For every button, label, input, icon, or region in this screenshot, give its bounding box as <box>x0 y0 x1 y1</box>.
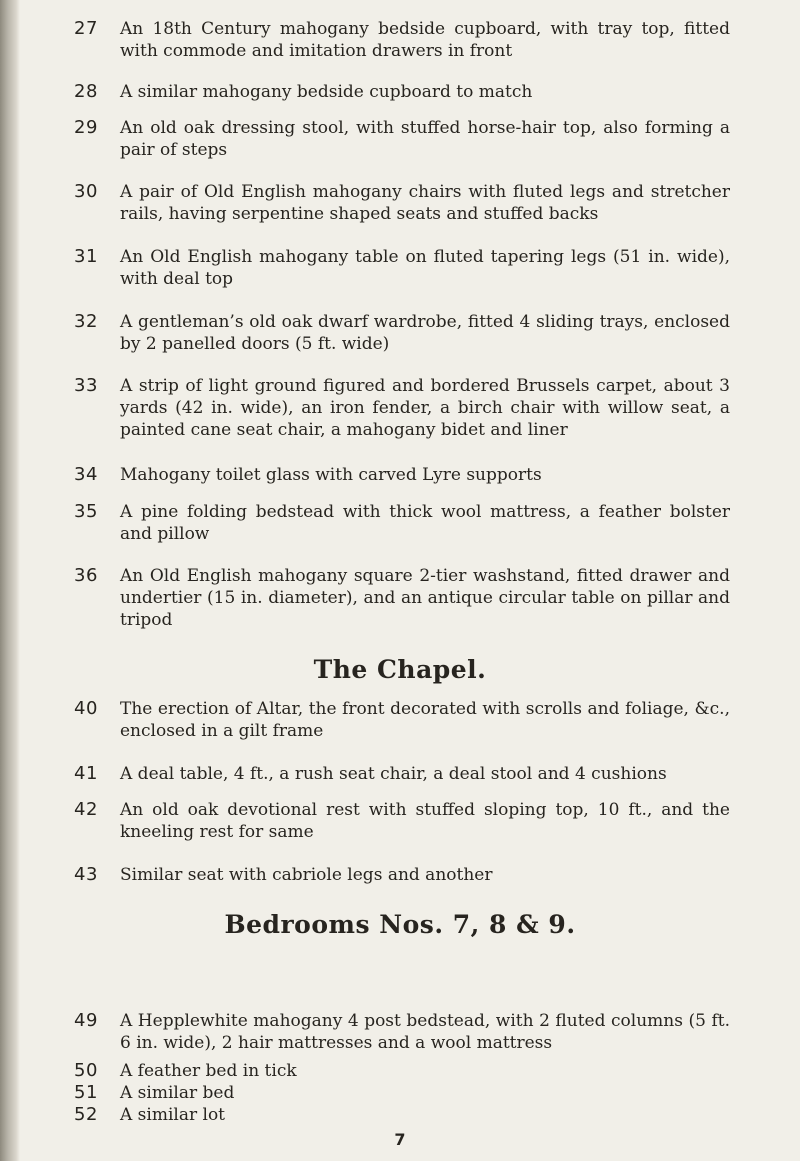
lot-number: 51 <box>74 1082 98 1103</box>
section-heading-bedrooms: Bedrooms Nos. 7, 8 & 9. <box>224 910 576 939</box>
lot-number: 42 <box>74 799 98 820</box>
lot-description: An Old English mahogany square 2-tier washstand, fitted drawer and undertier (15 in. diameter), and an antique circular table on pillar and tripod <box>120 566 730 630</box>
lot-number: 36 <box>74 565 98 586</box>
page-number: 7 <box>394 1130 406 1149</box>
lot-description: A similar bed <box>120 1083 235 1103</box>
lot-description: A Hepplewhite mahogany 4 post bedstead, with 2 fluted columns (5 ft. 6 in. wide), 2 hair mattresses and a wool mattress <box>120 1011 730 1053</box>
lot-description: The erection of Altar, the front decorated with scrolls and foliage, &c., enclosed in a gilt frame <box>120 699 730 741</box>
lot-number: 35 <box>74 501 98 522</box>
page-binding-edge <box>0 0 20 1161</box>
lot-description: Similar seat with cabriole legs and another <box>120 865 493 885</box>
lot-description: An 18th Century mahogany bedside cupboard, with tray top, fitted with commode and imitation drawers in front <box>120 19 730 61</box>
lot-number: 28 <box>74 81 98 102</box>
lot-number: 30 <box>74 181 98 202</box>
lot-number: 34 <box>74 464 98 485</box>
lot-description: A gentleman’s old oak dwarf wardrobe, fitted 4 sliding trays, enclosed by 2 panelled doors (5 ft. wide) <box>120 312 730 354</box>
lot-number: 32 <box>74 311 98 332</box>
section-heading-chapel: The Chapel. <box>313 655 487 684</box>
lot-number: 50 <box>74 1060 98 1081</box>
lot-number: 52 <box>74 1104 98 1125</box>
lot-number: 40 <box>74 698 98 719</box>
lot-description: A similar lot <box>120 1105 226 1125</box>
lot-number: 41 <box>74 763 98 784</box>
lot-description: An old oak devotional rest with stuffed sloping top, 10 ft., and the kneeling rest for same <box>120 800 730 842</box>
lot-description: A similar mahogany bedside cupboard to match <box>120 82 533 102</box>
lot-description: A feather bed in tick <box>120 1061 297 1081</box>
lot-number: 29 <box>74 117 98 138</box>
lot-description: A deal table, 4 ft., a rush seat chair, a deal stool and 4 cushions <box>120 764 667 784</box>
lot-number: 27 <box>74 18 98 39</box>
lot-description: Mahogany toilet glass with carved Lyre supports <box>120 465 542 485</box>
lot-number: 49 <box>74 1010 98 1031</box>
lot-description: A pair of Old English mahogany chairs with fluted legs and stretcher rails, having serpentine shaped seats and stuffed backs <box>120 182 730 224</box>
lot-description: A pine folding bedstead with thick wool mattress, a feather bolster and pillow <box>120 502 730 544</box>
lot-number: 43 <box>74 864 98 885</box>
lot-description: An Old English mahogany table on fluted tapering legs (51 in. wide), with deal top <box>120 247 730 289</box>
lot-description: A strip of light ground figured and bordered Brussels carpet, about 3 yards (42 in. wide), an iron fender, a birch chair with willow seat, a painted cane seat chair, a mahogany bidet and liner <box>120 376 730 440</box>
lot-number: 33 <box>74 375 98 396</box>
lot-number: 31 <box>74 246 98 267</box>
lot-description: An old oak dressing stool, with stuffed horse-hair top, also forming a pair of steps <box>120 118 730 160</box>
